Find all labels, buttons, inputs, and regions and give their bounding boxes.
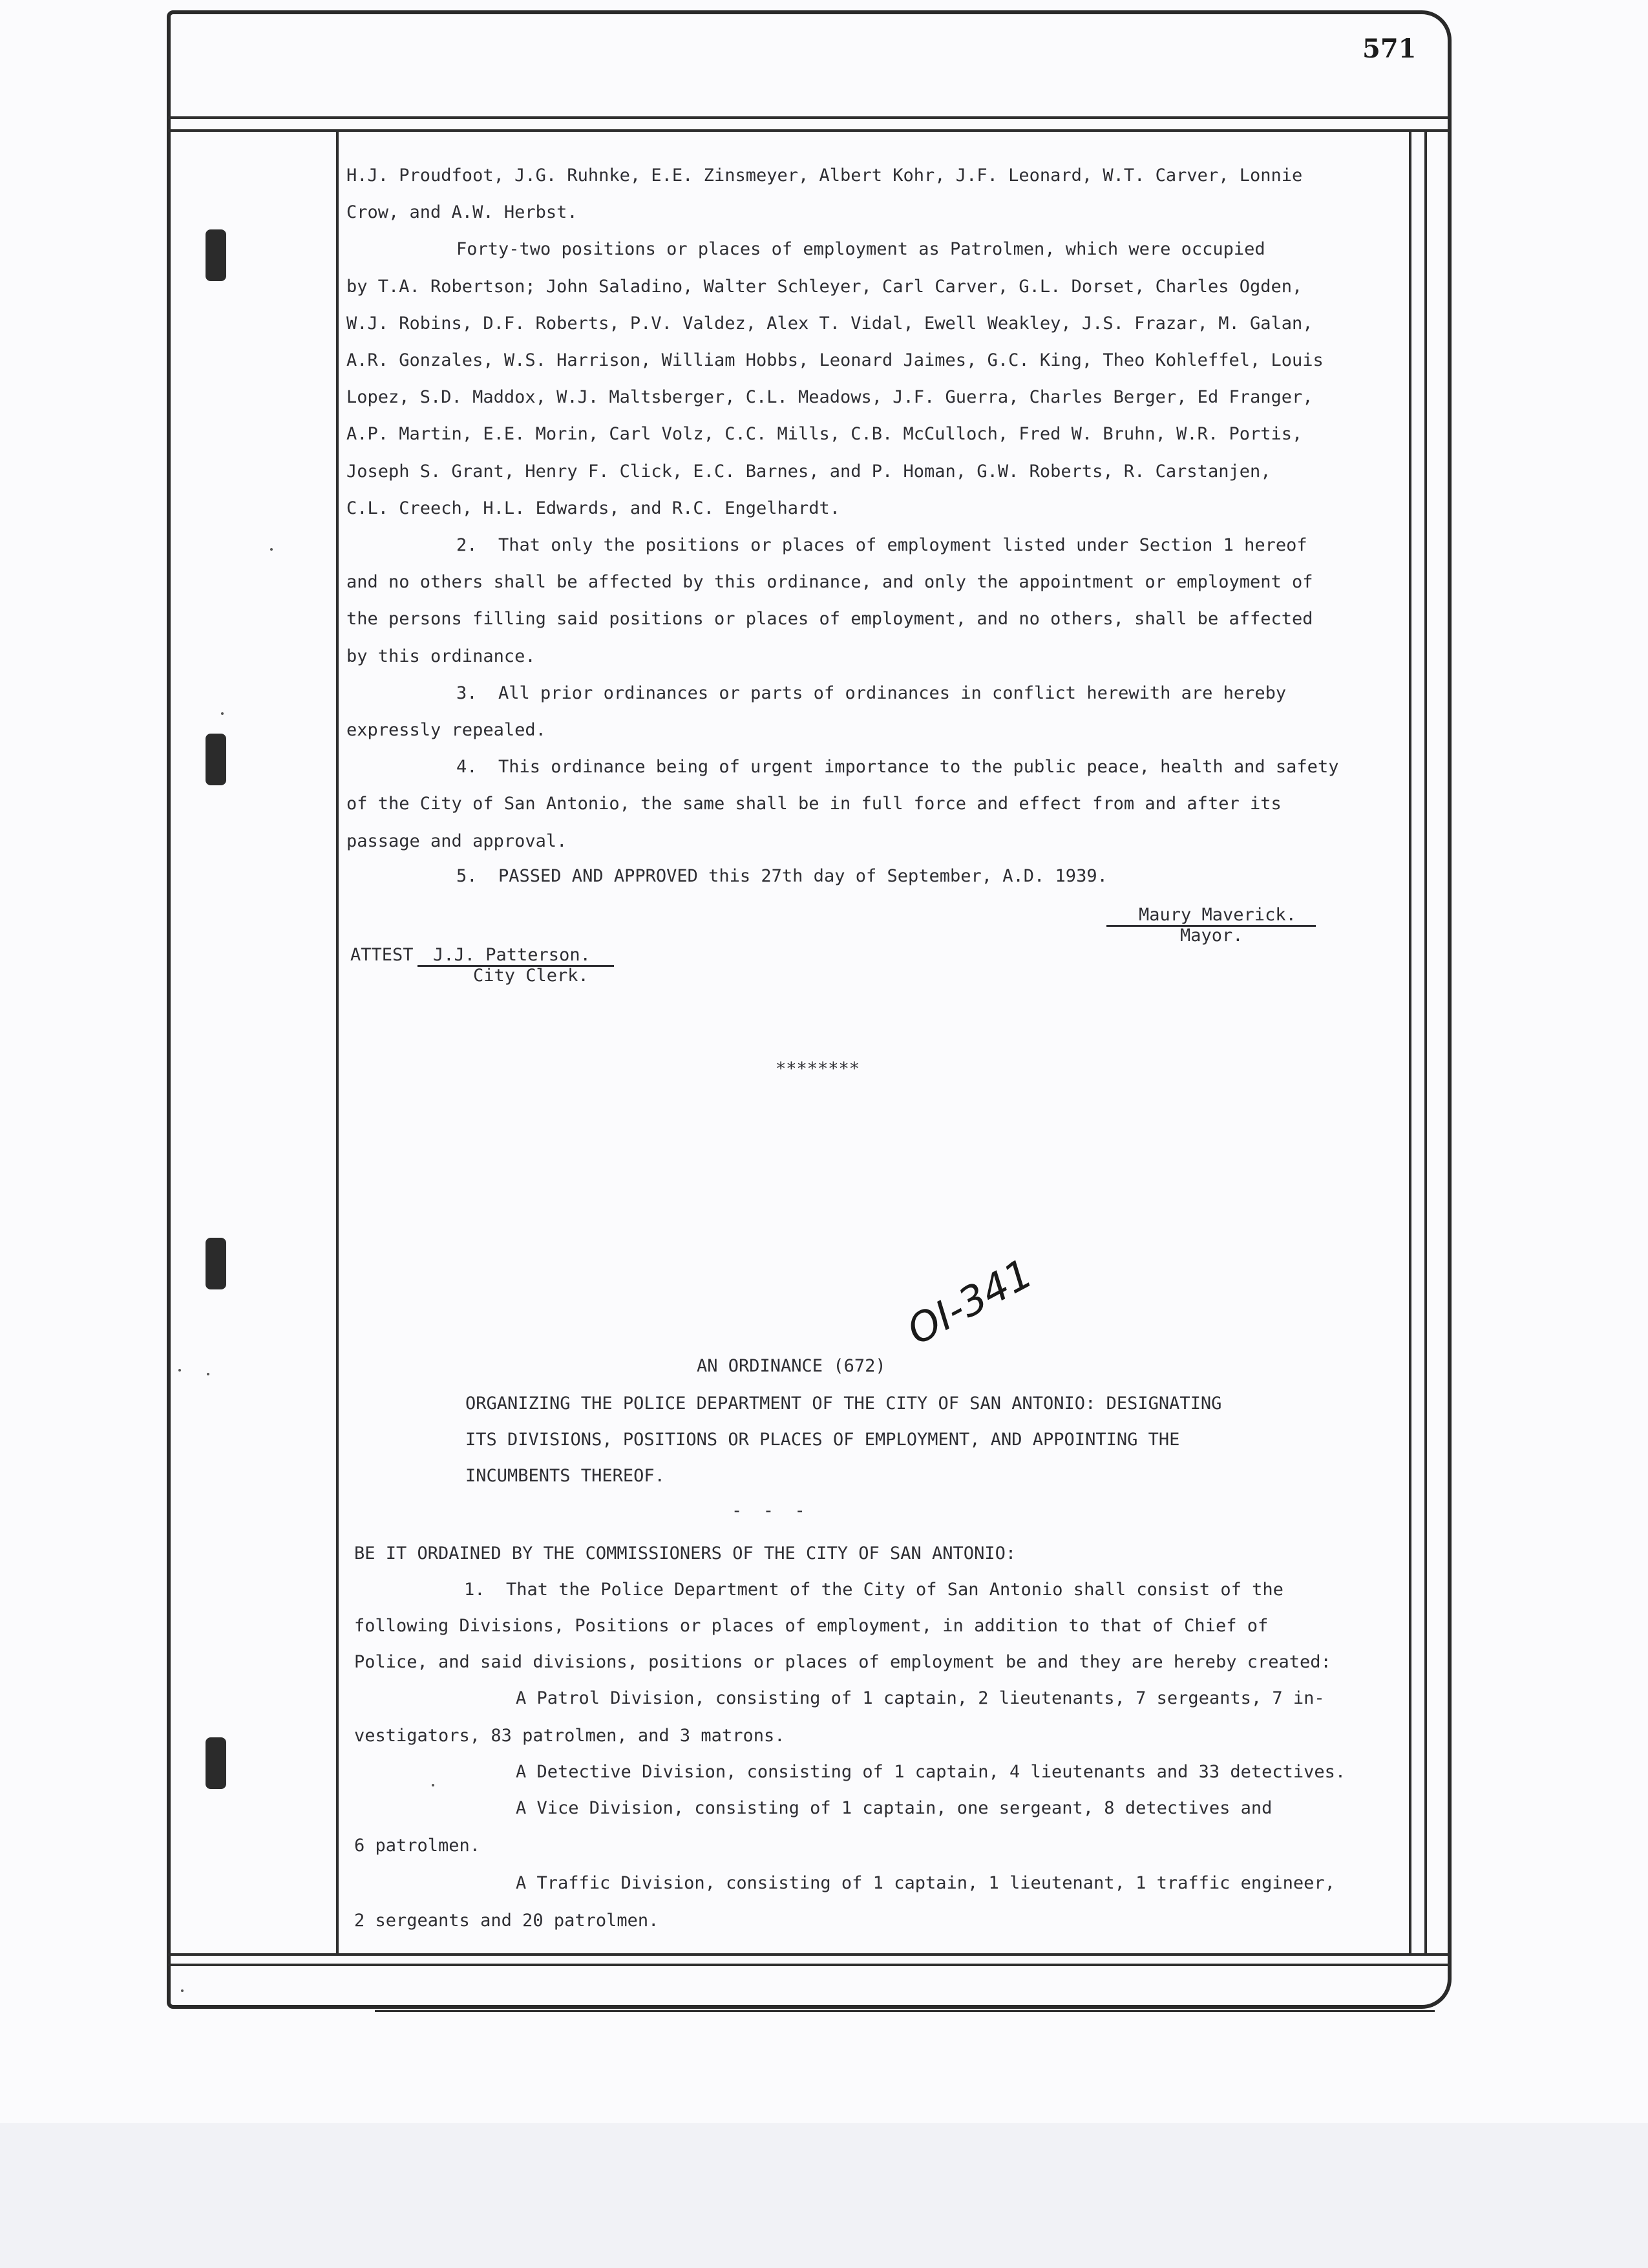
clerk-title: City Clerk. <box>473 966 589 986</box>
text-line: Forty-two positions or places of employment as Patrolmen, which were occupied <box>456 239 1265 259</box>
text-line: of the City of San Antonio, the same shall be in full force and effect from and after its <box>346 794 1282 814</box>
text-line: Police, and said divisions, positions or places of employment be and they are hereby created: <box>354 1652 1331 1672</box>
clerk-signature: J.J. Patterson. <box>417 945 614 967</box>
text-line: 6 patrolmen. <box>354 1836 481 1856</box>
binder-hole-4 <box>206 1737 226 1789</box>
header-rule-bottom <box>168 129 1450 132</box>
text-line: vestigators, 83 patrolmen, and 3 matrons. <box>354 1726 785 1746</box>
scan-speck <box>432 1784 434 1786</box>
scan-speck <box>178 1369 181 1372</box>
scan-speck <box>181 1989 184 1992</box>
binder-hole-2 <box>206 734 226 785</box>
ordinance-title: AN ORDINANCE (672) <box>697 1356 886 1376</box>
text-line: Crow, and A.W. Herbst. <box>346 202 578 222</box>
margin-rule-right-outer <box>1424 129 1427 1956</box>
text-line: following Divisions, Positions or places of employment, in addition to that of Chief of <box>354 1616 1269 1636</box>
mayor-signature: Maury Maverick. <box>1106 905 1316 927</box>
separator: ******** <box>776 1059 860 1079</box>
text-line: A Traffic Division, consisting of 1 captain, 1 lieutenant, 1 traffic engineer, <box>516 1873 1335 1893</box>
text-line: 1. That the Police Department of the City of San Antonio shall consist of the <box>464 1580 1284 1600</box>
page-number: 571 <box>1362 34 1417 64</box>
header-rule-top <box>168 116 1450 119</box>
footer-rule-extra <box>375 2010 1435 2012</box>
scan-background <box>0 2123 1648 2268</box>
text-line: A Vice Division, consisting of 1 captain, one sergeant, 8 detectives and <box>516 1798 1273 1818</box>
binder-hole-3 <box>206 1238 226 1289</box>
text-line: by this ordinance. <box>346 646 536 666</box>
text-line: and no others shall be affected by this ordinance, and only the appointment or employment of <box>346 572 1313 592</box>
text-line: H.J. Proudfoot, J.G. Ruhnke, E.E. Zinsmeyer, Albert Kohr, J.F. Leonard, W.T. Carver, Lonnie <box>346 165 1303 185</box>
margin-rule-right <box>1409 129 1411 1956</box>
text-line: A Detective Division, consisting of 1 captain, 4 lieutenants and 33 detectives. <box>516 1762 1346 1782</box>
text-line: W.J. Robins, D.F. Roberts, P.V. Valdez, Alex T. Vidal, Ewell Weakley, J.S. Frazar, M. Galan, <box>346 313 1313 334</box>
text-line: passage and approval. <box>346 831 567 851</box>
attest-label: ATTEST <box>350 945 414 965</box>
text-line: by T.A. Robertson; John Saladino, Walter Schleyer, Carl Carver, G.L. Dorset, Charles Ogden, <box>346 277 1303 297</box>
text-line: 3. All prior ordinances or parts of ordinances in conflict herewith are hereby <box>456 683 1287 703</box>
text-line: Joseph S. Grant, Henry F. Click, E.C. Barnes, and P. Homan, G.W. Roberts, R. Carstanjen, <box>346 461 1271 482</box>
text-line: 5. PASSED AND APPROVED this 27th day of September, A.D. 1939. <box>456 866 1108 886</box>
text-line: C.L. Creech, H.L. Edwards, and R.C. Engelhardt. <box>346 498 841 518</box>
text-line: A Patrol Division, consisting of 1 captain, 2 lieutenants, 7 sergeants, 7 in- <box>516 1688 1325 1708</box>
text-line: 2 sergeants and 20 patrolmen. <box>354 1911 659 1931</box>
text-line: Lopez, S.D. Maddox, W.J. Maltsberger, C.L. Meadows, J.F. Guerra, Charles Berger, Ed Franger, <box>346 387 1313 407</box>
ordinance-caption: ORGANIZING THE POLICE DEPARTMENT OF THE CITY OF SAN ANTONIO: DESIGNATING <box>465 1394 1222 1414</box>
footer-rule-top <box>168 1953 1450 1956</box>
ordinance-caption: ITS DIVISIONS, POSITIONS OR PLACES OF EMPLOYMENT, AND APPOINTING THE <box>465 1430 1180 1450</box>
mayor-title: Mayor. <box>1180 926 1243 946</box>
enacting-clause: BE IT ORDAINED BY THE COMMISSIONERS OF THE CITY OF SAN ANTONIO: <box>354 1543 1017 1563</box>
scan-speck <box>207 1373 209 1375</box>
text-line: the persons filling said positions or places of employment, and no others, shall be affected <box>346 609 1313 629</box>
scan-speck <box>270 548 273 551</box>
ordinance-caption: INCUMBENTS THEREOF. <box>465 1466 665 1486</box>
binder-hole-1 <box>206 229 226 281</box>
text-line: expressly repealed. <box>346 720 546 740</box>
scan-speck <box>221 712 224 715</box>
text-line: 4. This ordinance being of urgent importance to the public peace, health and safety <box>456 757 1339 777</box>
margin-rule-left <box>336 129 339 1956</box>
dash-separator: - - - <box>732 1501 805 1521</box>
footer-rule-bottom <box>168 1964 1450 1966</box>
handwritten-annotation: OI-341 <box>899 1249 1041 1354</box>
text-line: 2. That only the positions or places of employment listed under Section 1 hereof <box>456 535 1307 555</box>
text-line: A.R. Gonzales, W.S. Harrison, William Hobbs, Leonard Jaimes, G.C. King, Theo Kohleffel, Louis <box>346 350 1324 370</box>
text-line: A.P. Martin, E.E. Morin, Carl Volz, C.C. Mills, C.B. McCulloch, Fred W. Bruhn, W.R. Portis, <box>346 424 1303 444</box>
